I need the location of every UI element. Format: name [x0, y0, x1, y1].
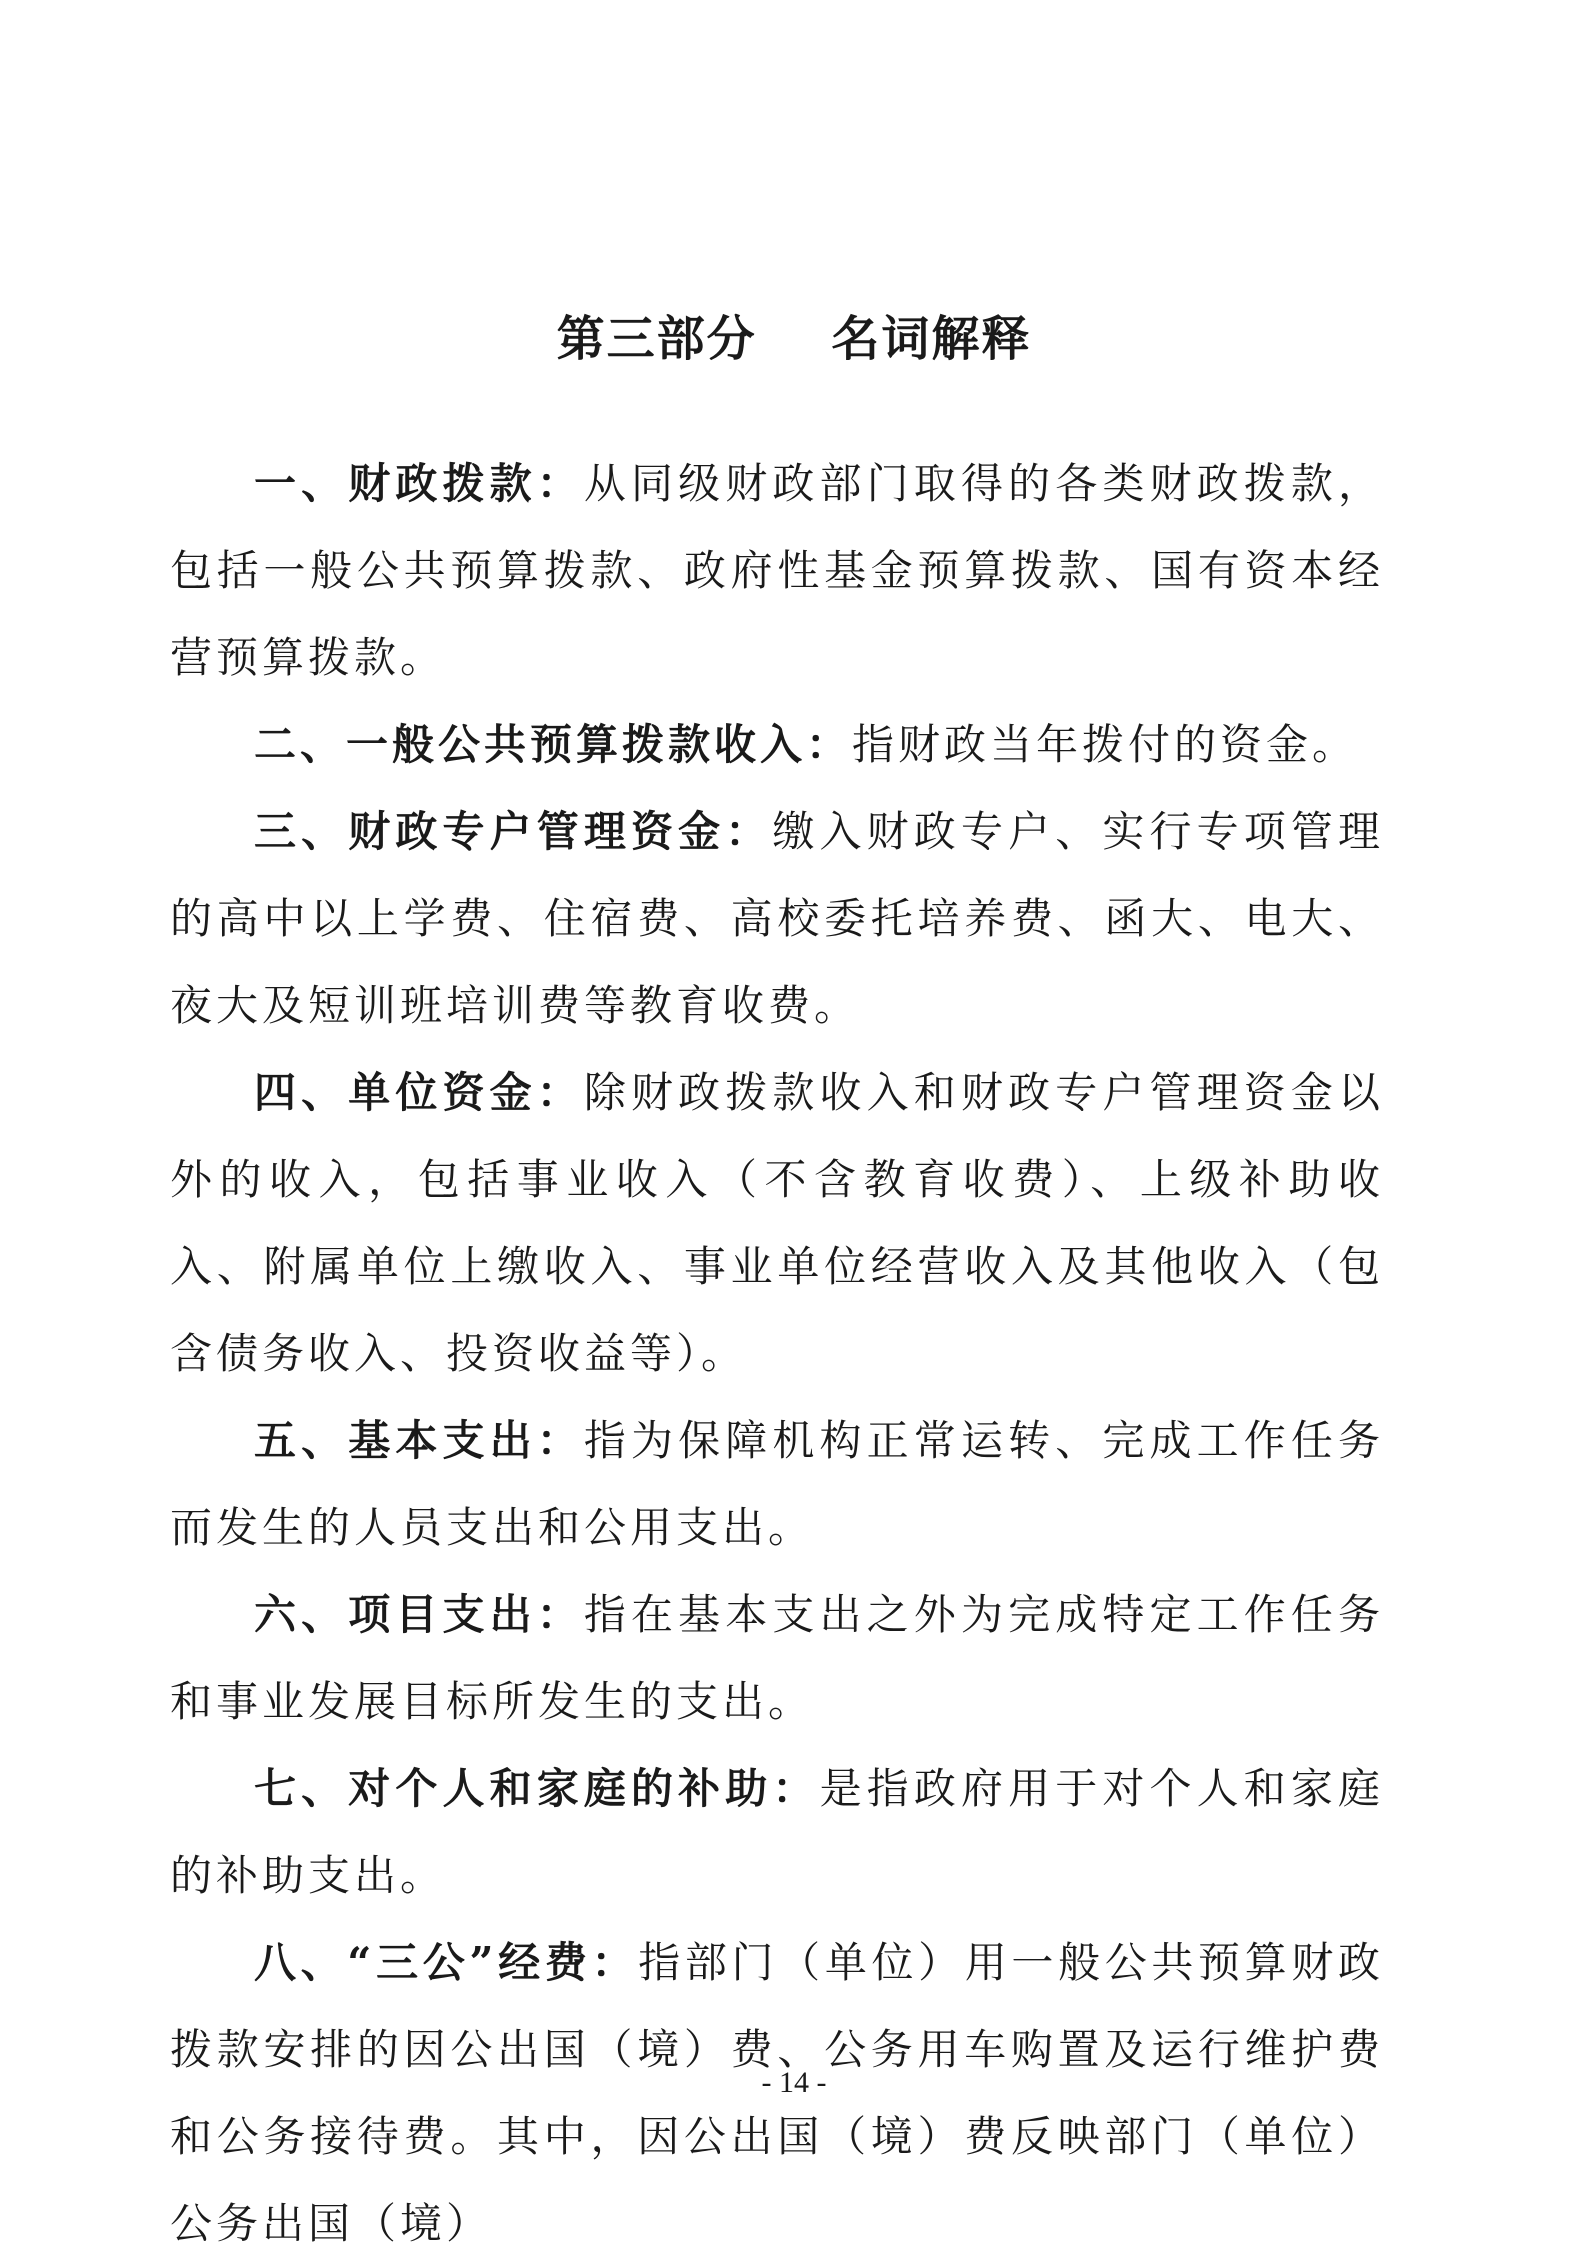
term-definition: 指在基本支出之外为完成特定工作任务和事业发展目标所发生的支出。: [170, 1590, 1384, 1726]
term-definition: 是指政府用于对个人和家庭的补助支出。: [170, 1764, 1384, 1900]
term-label: 六、项目支出：: [254, 1590, 584, 1639]
term-label: 八、“三公”经费：: [254, 1938, 639, 1987]
term-definition: 从同级财政部门取得的各类财政拨款，包括一般公共预算拨款、政府性基金预算拨款、国有资本经营预算拨款。: [170, 459, 1384, 682]
term-label: 四、单位资金：: [254, 1068, 584, 1117]
term-definition: 除财政拨款收入和财政专户管理资金以外的收入，包括事业收入（不含教育收费）、上级补助收入、附属单位上缴收入、事业单位经营收入及其他收入（包含债务收入、投资收益等）。: [170, 1068, 1384, 1378]
page-title: 第三部分 名词解释: [556, 311, 1032, 367]
definition-paragraph-6: [170, 1571, 1384, 1745]
definition-paragraph-7: [170, 1745, 1384, 1919]
term-label: 一、财政拨款：: [254, 459, 584, 508]
term-definition: 缴入财政专户、实行专项管理的高中以上学费、住宿费、高校委托培养费、函大、电大、夜大及短训班培训费等教育收费。: [170, 807, 1384, 1030]
term-definition: 指财政当年拨付的资金。: [852, 720, 1359, 769]
definition-paragraph-4: [170, 1049, 1384, 1397]
term-label: 七、对个人和家庭的补助：: [254, 1764, 820, 1813]
definition-paragraph-3: [170, 788, 1384, 1049]
term-definition: 指部门（单位）用一般公共预算财政拨款安排的因公出国（境）费、公务用车购置及运行维护费和公务接待费。其中，因公出国（境）费反映部门（单位）公务出国（境）: [170, 1938, 1384, 2248]
definition-paragraph-2: [170, 701, 1384, 788]
term-label: 五、基本支出：: [254, 1416, 584, 1465]
document-body: [170, 440, 1384, 2267]
term-definition: 指为保障机构正常运转、完成工作任务而发生的人员支出和公用支出。: [170, 1416, 1384, 1552]
page-number: - 14 -: [761, 2066, 827, 2099]
term-label: 二、一般公共预算拨款收入：: [254, 720, 853, 769]
term-label: 三、财政专户管理资金：: [254, 807, 773, 856]
definition-paragraph-5: [170, 1397, 1384, 1571]
definition-paragraph-1: [170, 440, 1384, 701]
